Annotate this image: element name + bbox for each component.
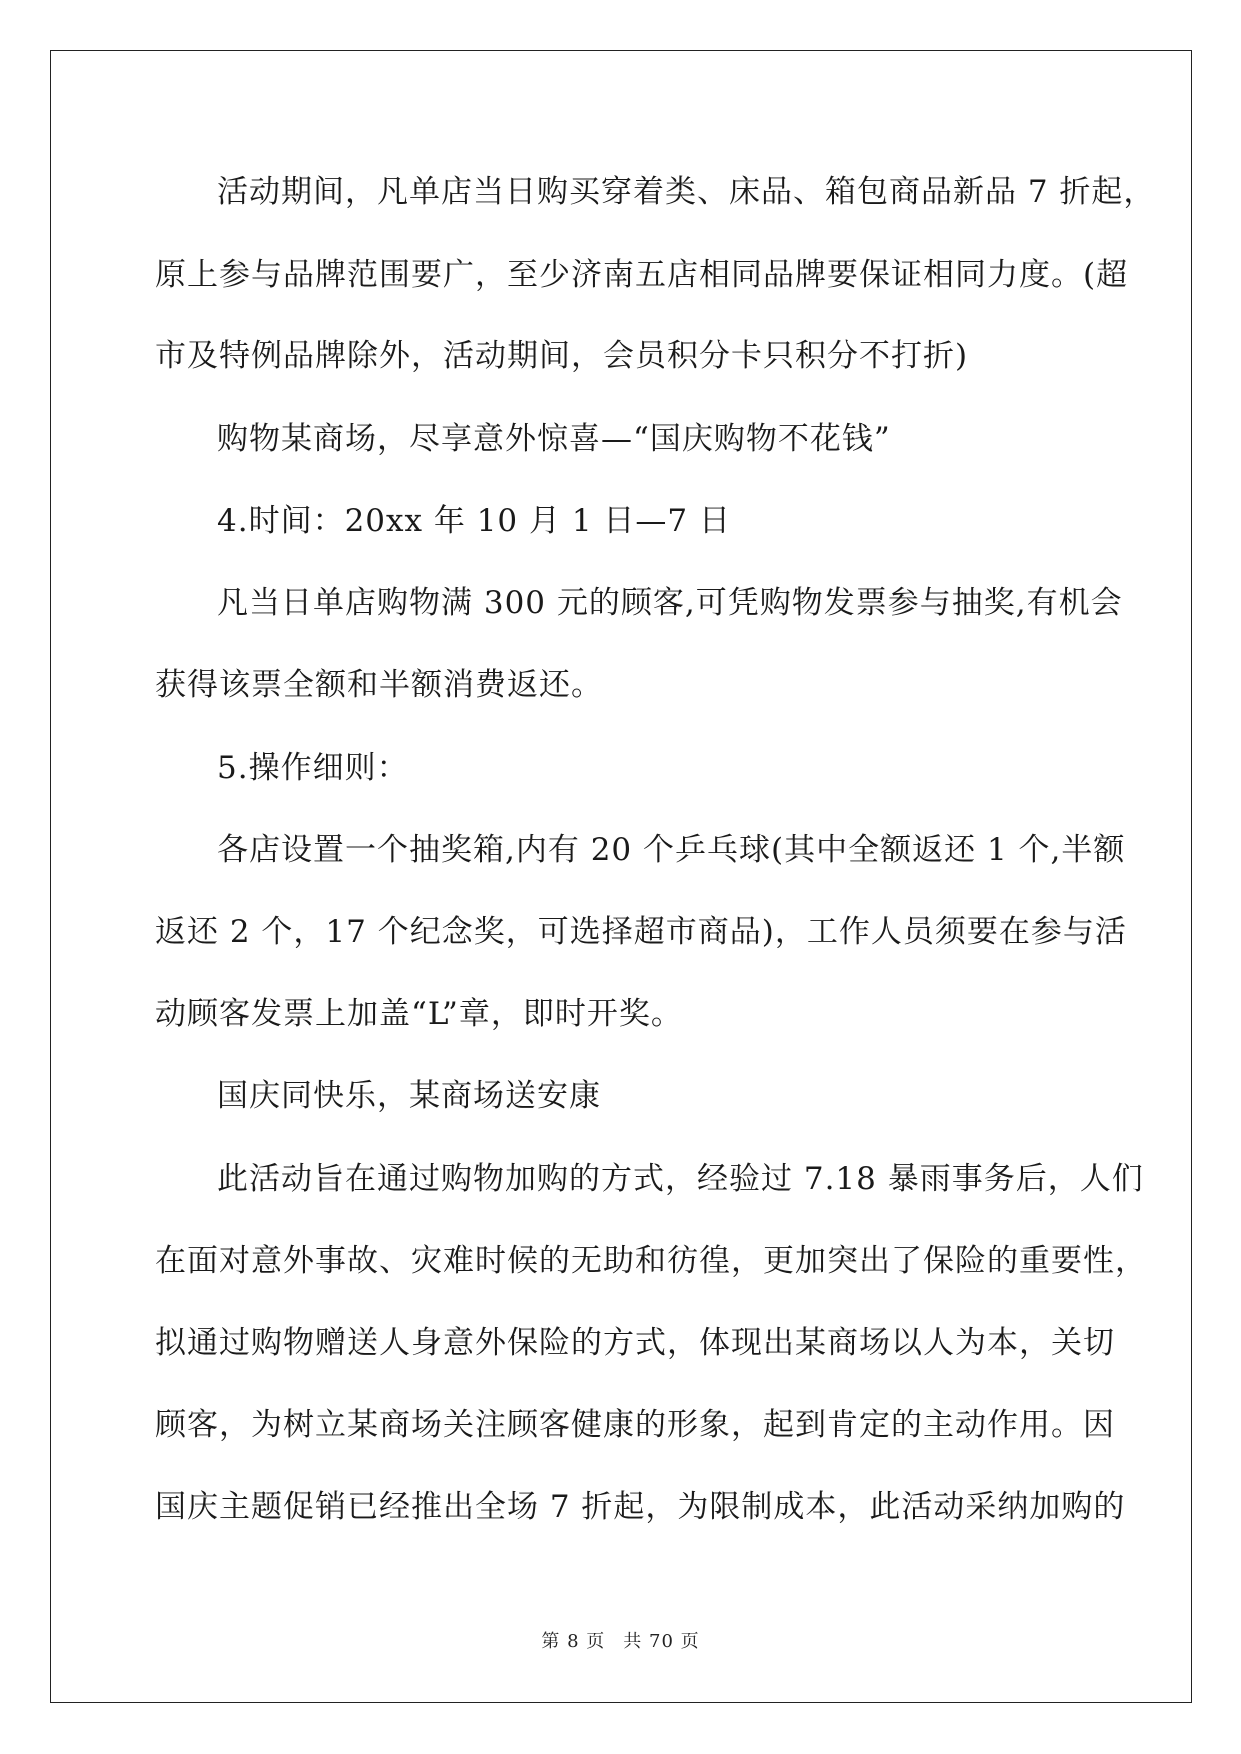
- text-line: 凡当日单店购物满 300 元的顾客,可凭购物发票参与抽奖,有机会: [217, 585, 1123, 621]
- text-line: 4.时间：20xx 年 10 月 1 日—7 日: [217, 503, 732, 539]
- text-line: 获得该票全额和半额消费返还。: [155, 667, 603, 703]
- text-line: 市及特例品牌除外，活动期间，会员积分卡只积分不打折): [155, 338, 969, 374]
- text-line: 国庆主题促销已经推出全场 7 折起，为限制成本，此活动采纳加购的: [155, 1489, 1126, 1525]
- page-footer: [0, 1630, 1241, 1654]
- text-line: 各店设置一个抽奖箱,内有 20 个乒乓球(其中全额返还 1 个,半额: [217, 832, 1126, 868]
- text-line: 国庆同快乐，某商场送安康: [217, 1078, 601, 1114]
- text-line: 5.操作细则：: [217, 750, 409, 786]
- text-line: 动顾客发票上加盖“L”章，即时开奖。: [155, 996, 683, 1032]
- page-number: 第 8 页: [541, 1631, 606, 1652]
- text-line: 活动期间，凡单店当日购买穿着类、床品、箱包商品新品 7 折起，: [217, 174, 1156, 210]
- text-line: 顾客，为树立某商场关注顾客健康的形象，起到肯定的主动作用。因: [155, 1407, 1115, 1443]
- text-line: 在面对意外事故、灾难时候的无助和彷徨，更加突出了保险的重要性，: [155, 1243, 1147, 1279]
- text-line: 拟通过购物赠送人身意外保险的方式，体现出某商场以人为本，关切: [155, 1325, 1115, 1361]
- text-line: 购物某商场，尽享意外惊喜—“国庆购物不花钱”: [217, 421, 891, 457]
- page-border: [50, 50, 1192, 1703]
- text-line: 原上参与品牌范围要广，至少济南五店相同品牌要保证相同力度。(超: [155, 257, 1129, 293]
- text-line: 返还 2 个，17 个纪念奖，可选择超市商品)，工作人员须要在参与活: [155, 914, 1127, 950]
- page-total: 共 70 页: [623, 1631, 700, 1652]
- text-line: 此活动旨在通过购物加购的方式，经验过 7.18 暴雨事务后，人们: [217, 1161, 1144, 1197]
